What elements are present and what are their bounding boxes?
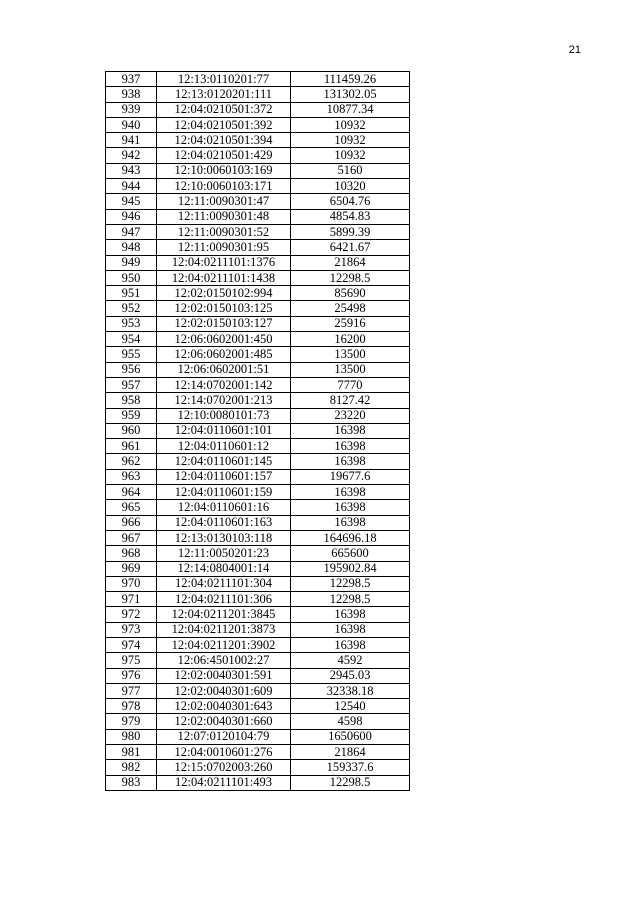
table-row [106, 668, 410, 683]
cadastral-number-cell: 12:04:0110601:12 [157, 439, 291, 454]
cadastral-number-cell: 12:04:0210501:429 [157, 148, 291, 163]
table-row [106, 87, 410, 102]
row-number-cell: 982 [106, 760, 157, 775]
table-row [106, 576, 410, 591]
cadastral-number-cell: 12:04:0110601:157 [157, 469, 291, 484]
cadastral-number-cell: 12:02:0040301:660 [157, 714, 291, 729]
cadastral-number-cell: 12:06:0602001:51 [157, 362, 291, 377]
cadastral-number-cell: 12:14:0804001:14 [157, 561, 291, 576]
table-row [106, 592, 410, 607]
value-cell: 10932 [291, 133, 410, 148]
table-row [106, 439, 410, 454]
cadastral-number-cell: 12:04:0211101:306 [157, 592, 291, 607]
cadastral-number-cell: 12:11:0090301:52 [157, 224, 291, 239]
value-cell: 131302.05 [291, 87, 410, 102]
row-number-cell: 948 [106, 240, 157, 255]
cadastral-number-cell: 12:06:0602001:450 [157, 332, 291, 347]
row-number-cell: 978 [106, 699, 157, 714]
table-row [106, 760, 410, 775]
row-number-cell: 979 [106, 714, 157, 729]
table-row [106, 653, 410, 668]
value-cell: 195902.84 [291, 561, 410, 576]
cadastral-number-cell: 12:04:0211101:304 [157, 576, 291, 591]
table-row [106, 530, 410, 545]
cadastral-number-cell: 12:04:0211201:3845 [157, 607, 291, 622]
value-cell: 25916 [291, 316, 410, 331]
value-cell: 12298.5 [291, 775, 410, 790]
row-number-cell: 960 [106, 423, 157, 438]
value-cell: 164696.18 [291, 530, 410, 545]
value-cell: 4598 [291, 714, 410, 729]
row-number-cell: 940 [106, 117, 157, 132]
table-row [106, 240, 410, 255]
cadastral-number-cell: 12:02:0150103:127 [157, 316, 291, 331]
row-number-cell: 939 [106, 102, 157, 117]
row-number-cell: 961 [106, 439, 157, 454]
value-cell: 4854.83 [291, 209, 410, 224]
value-cell: 16398 [291, 637, 410, 652]
table-row [106, 332, 410, 347]
table-row [106, 729, 410, 744]
value-cell: 25498 [291, 301, 410, 316]
cadastral-value-table [105, 71, 410, 791]
value-cell: 16200 [291, 332, 410, 347]
row-number-cell: 952 [106, 301, 157, 316]
cadastral-number-cell: 12:04:0211101:493 [157, 775, 291, 790]
value-cell: 10932 [291, 148, 410, 163]
value-cell: 16398 [291, 423, 410, 438]
table-row [106, 454, 410, 469]
row-number-cell: 975 [106, 653, 157, 668]
table-row [106, 515, 410, 530]
table-row [106, 637, 410, 652]
row-number-cell: 947 [106, 224, 157, 239]
value-cell: 16398 [291, 439, 410, 454]
row-number-cell: 972 [106, 607, 157, 622]
cadastral-number-cell: 12:04:0211101:1438 [157, 270, 291, 285]
cadastral-number-cell: 12:02:0150103:125 [157, 301, 291, 316]
cadastral-number-cell: 12:04:0211201:3873 [157, 622, 291, 637]
cadastral-number-cell: 12:06:4501002:27 [157, 653, 291, 668]
cadastral-number-cell: 12:04:0110601:163 [157, 515, 291, 530]
value-cell: 13500 [291, 362, 410, 377]
row-number-cell: 969 [106, 561, 157, 576]
row-number-cell: 959 [106, 408, 157, 423]
value-cell: 32338.18 [291, 683, 410, 698]
page-number: 21 [568, 44, 581, 56]
cadastral-number-cell: 12:07:0120104:79 [157, 729, 291, 744]
table-row [106, 347, 410, 362]
row-number-cell: 942 [106, 148, 157, 163]
value-cell: 85690 [291, 286, 410, 301]
value-cell: 10320 [291, 179, 410, 194]
cadastral-number-cell: 12:04:0110601:145 [157, 454, 291, 469]
row-number-cell: 955 [106, 347, 157, 362]
cadastral-number-cell: 12:04:0110601:16 [157, 500, 291, 515]
table-row [106, 148, 410, 163]
value-cell: 16398 [291, 515, 410, 530]
value-cell: 21864 [291, 745, 410, 760]
row-number-cell: 951 [106, 286, 157, 301]
table-row [106, 316, 410, 331]
cadastral-number-cell: 12:02:0040301:609 [157, 683, 291, 698]
cadastral-number-cell: 12:14:0702001:213 [157, 393, 291, 408]
row-number-cell: 937 [106, 72, 157, 87]
row-number-cell: 970 [106, 576, 157, 591]
value-cell: 6504.76 [291, 194, 410, 209]
row-number-cell: 963 [106, 469, 157, 484]
value-cell: 2945.03 [291, 668, 410, 683]
cadastral-number-cell: 12:13:0130103:118 [157, 530, 291, 545]
row-number-cell: 968 [106, 546, 157, 561]
row-number-cell: 953 [106, 316, 157, 331]
table-row [106, 179, 410, 194]
value-cell: 16398 [291, 622, 410, 637]
table-row [106, 270, 410, 285]
table-row [106, 714, 410, 729]
value-cell: 16398 [291, 485, 410, 500]
cadastral-number-cell: 12:04:0211201:3902 [157, 637, 291, 652]
table-row [106, 423, 410, 438]
table-row [106, 699, 410, 714]
table-row [106, 102, 410, 117]
cadastral-number-cell: 12:11:0090301:95 [157, 240, 291, 255]
table-row [106, 546, 410, 561]
value-cell: 10932 [291, 117, 410, 132]
table-row [106, 194, 410, 209]
row-number-cell: 962 [106, 454, 157, 469]
row-number-cell: 965 [106, 500, 157, 515]
table-body [106, 72, 410, 791]
row-number-cell: 977 [106, 683, 157, 698]
value-cell: 21864 [291, 255, 410, 270]
value-cell: 16398 [291, 607, 410, 622]
value-cell: 159337.6 [291, 760, 410, 775]
row-number-cell: 974 [106, 637, 157, 652]
cadastral-number-cell: 12:04:0110601:101 [157, 423, 291, 438]
cadastral-number-cell: 12:13:0120201:111 [157, 87, 291, 102]
value-cell: 6421.67 [291, 240, 410, 255]
cadastral-number-cell: 12:04:0010601:276 [157, 745, 291, 760]
row-number-cell: 954 [106, 332, 157, 347]
value-cell: 5899.39 [291, 224, 410, 239]
value-cell: 12298.5 [291, 592, 410, 607]
table-row [106, 775, 410, 790]
table-row [106, 469, 410, 484]
value-cell: 5160 [291, 163, 410, 178]
table-row [106, 224, 410, 239]
table-row [106, 362, 410, 377]
table-row [106, 683, 410, 698]
cadastral-number-cell: 12:13:0110201:77 [157, 72, 291, 87]
table-row [106, 209, 410, 224]
row-number-cell: 943 [106, 163, 157, 178]
cadastral-number-cell: 12:04:0210501:394 [157, 133, 291, 148]
row-number-cell: 981 [106, 745, 157, 760]
table-row [106, 393, 410, 408]
table-row [106, 301, 410, 316]
table-row [106, 607, 410, 622]
cadastral-number-cell: 12:02:0040301:643 [157, 699, 291, 714]
row-number-cell: 938 [106, 87, 157, 102]
row-number-cell: 964 [106, 485, 157, 500]
cadastral-number-cell: 12:10:0080101:73 [157, 408, 291, 423]
value-cell: 12298.5 [291, 270, 410, 285]
row-number-cell: 983 [106, 775, 157, 790]
table-row [106, 622, 410, 637]
cadastral-number-cell: 12:11:0090301:48 [157, 209, 291, 224]
cadastral-number-cell: 12:02:0150102:994 [157, 286, 291, 301]
row-number-cell: 976 [106, 668, 157, 683]
cadastral-number-cell: 12:04:0210501:372 [157, 102, 291, 117]
table-row [106, 408, 410, 423]
cadastral-number-cell: 12:14:0702001:142 [157, 377, 291, 392]
cadastral-number-cell: 12:15:0702003:260 [157, 760, 291, 775]
value-cell: 7770 [291, 377, 410, 392]
row-number-cell: 949 [106, 255, 157, 270]
table-row [106, 255, 410, 270]
value-cell: 23220 [291, 408, 410, 423]
cadastral-number-cell: 12:10:0060103:171 [157, 179, 291, 194]
cadastral-number-cell: 12:10:0060103:169 [157, 163, 291, 178]
row-number-cell: 973 [106, 622, 157, 637]
table-row [106, 500, 410, 515]
row-number-cell: 956 [106, 362, 157, 377]
value-cell: 19677.6 [291, 469, 410, 484]
table-row [106, 286, 410, 301]
row-number-cell: 950 [106, 270, 157, 285]
value-cell: 4592 [291, 653, 410, 668]
row-number-cell: 958 [106, 393, 157, 408]
value-cell: 8127.42 [291, 393, 410, 408]
cadastral-number-cell: 12:11:0090301:47 [157, 194, 291, 209]
table-row [106, 133, 410, 148]
value-cell: 1650600 [291, 729, 410, 744]
table-row [106, 163, 410, 178]
row-number-cell: 967 [106, 530, 157, 545]
row-number-cell: 971 [106, 592, 157, 607]
table-row [106, 72, 410, 87]
cadastral-number-cell: 12:06:0602001:485 [157, 347, 291, 362]
row-number-cell: 980 [106, 729, 157, 744]
cadastral-number-cell: 12:11:0050201:23 [157, 546, 291, 561]
row-number-cell: 966 [106, 515, 157, 530]
row-number-cell: 944 [106, 179, 157, 194]
value-cell: 111459.26 [291, 72, 410, 87]
cadastral-number-cell: 12:04:0211101:1376 [157, 255, 291, 270]
cadastral-number-cell: 12:02:0040301:591 [157, 668, 291, 683]
value-cell: 10877.34 [291, 102, 410, 117]
value-cell: 13500 [291, 347, 410, 362]
value-cell: 665600 [291, 546, 410, 561]
table-row [106, 377, 410, 392]
cadastral-number-cell: 12:04:0110601:159 [157, 485, 291, 500]
cadastral-number-cell: 12:04:0210501:392 [157, 117, 291, 132]
row-number-cell: 941 [106, 133, 157, 148]
table-row [106, 745, 410, 760]
row-number-cell: 957 [106, 377, 157, 392]
row-number-cell: 946 [106, 209, 157, 224]
table-row [106, 117, 410, 132]
value-cell: 12540 [291, 699, 410, 714]
table-row [106, 485, 410, 500]
value-cell: 16398 [291, 500, 410, 515]
row-number-cell: 945 [106, 194, 157, 209]
value-cell: 12298.5 [291, 576, 410, 591]
value-cell: 16398 [291, 454, 410, 469]
table-row [106, 561, 410, 576]
